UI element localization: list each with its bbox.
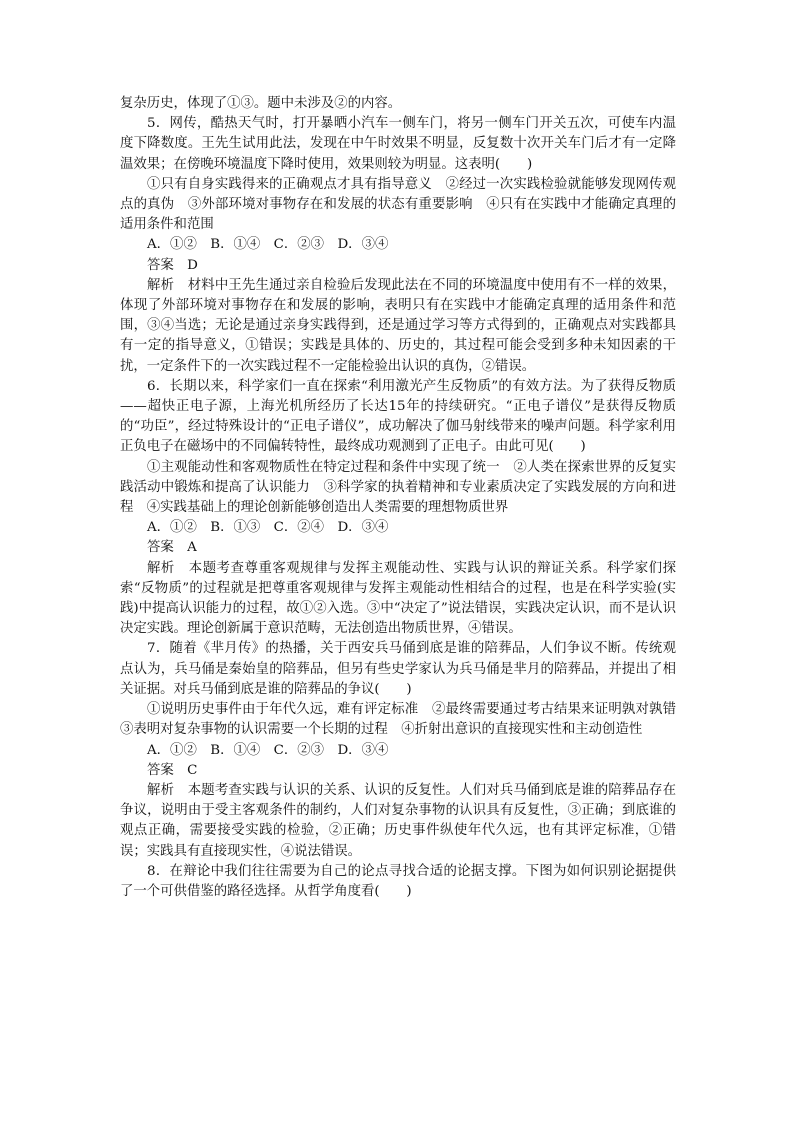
document-page: [120, 94, 690, 902]
question-7-options: A．①② B．①④ C．②③ D．③④: [147, 742, 389, 758]
question-6-stem: 6．长期以来，科学家们一直在探索“利用激光产生反物质”的有效方法。为了获得反物质——超快正电子源，上海光机所经历了长达15年的持续研究。“正电子谱仪”是获得反物质的“功臣”，经过特殊设计的“正电子谱仪”，成功解决了伽马射线带来的噪声问题。科学家利用正负电子在磁场中的不同偏转特性，最终成功观测到了正电子。由此可见( ): [120, 378, 676, 455]
question-6-options: A．①② B．①③ C．②④ D．③④: [147, 520, 389, 536]
question-7-answer: 答案 C: [147, 762, 198, 778]
question-6-explanation: 解析 本题考查尊重客观规律与发挥主观能动性、实践与认识的辩证关系。科学家们探索“反物质”的过程就是把尊重客观规律与发挥主观能动性相结合的过程，也是在科学实验(实践)中提高认识能力的过程，故①②入选。③中“决定了”说法错误，实践决定认识，而不是认识决定实践。理论创新属于意识范畴，无法创造出物质世界，④错误。: [120, 560, 676, 637]
question-8-stem: 8．在辩论中我们往往需要为自己的论点寻找合适的论据支撑。下图为如何识别论据提供了一个可供借鉴的路径选择。从哲学角度看( ): [120, 863, 676, 899]
paragraph-continuation: 复杂历史，体现了①③。题中未涉及②的内容。: [120, 96, 402, 111]
question-5-stem: 5．网传，酷热天气时，打开暴晒小汽车一侧车门，将另一侧车门开关五次，可使车内温度下降数度。王先生试用此法，发现在中午时效果不明显，反复数十次开关车门后才有一定降温效果；在傍晚环境温度下降时使用，效果则较为明显。这表明( ): [120, 116, 676, 172]
question-7-stem: 7．随着《芈月传》的热播，关于西安兵马俑到底是谁的陪葬品，人们争议不断。传统观点认为，兵马俑是秦始皇的陪葬品，但另有些史学家认为兵马俑是芈月的陪葬品，并提出了相关证据。对兵马俑到底是谁的陪葬品的争议( ): [120, 641, 676, 697]
question-5-items: ①只有自身实践得来的正确观点才具有指导意义 ②经过一次实践检验就能够发现网传观点的真伪 ③外部环境对事物存在和发展的状态有重要影响 ④只有在实践中才能确定真理的适用条件和范围: [120, 176, 676, 233]
question-5-explanation: 解析 材料中王先生通过亲自检验后发现此法在不同的环境温度中使用有不一样的效果，体现了外部环境对事物存在和发展的影响，表明只有在实践中才能确定真理的适用条件和范围，③④当选；无论是通过亲身实践得到，还是通过学习等方式得到的，正确观点对实践都具有一定的指导意义，①错误；实践是具体的、历史的，其过程可能会受到多种未知因素的干扰，一定条件下的一次实践过程不一定能检验出认识的真伪，②错误。: [120, 277, 676, 374]
question-5-options: A．①② B．①④ C．②③ D．③④: [147, 237, 389, 253]
question-7-items: ①说明历史事件由于年代久远，难有评定标准 ②最终需要通过考古结果来证明孰对孰错 ③表明对复杂事物的认识需要一个长期的过程 ④折射出意识的直接现实性和主动创造性: [120, 702, 690, 738]
question-5-answer: 答案 D: [147, 257, 198, 273]
question-6-answer: 答案 A: [147, 540, 197, 556]
question-6-items: ①主观能动性和客观物质性在特定过程和条件中实现了统一 ②人类在探索世界的反复实践活动中锻炼和提高了认识能力 ③科学家的执着精神和专业素质决定了实践发展的方向和进程 ④实践基础上的理论创新能够创造出人类需要的理想物质世界: [120, 459, 676, 516]
question-7-explanation: 解析 本题考查实践与认识的关系、认识的反复性。人们对兵马俑到底是谁的陪葬品存在争议，说明由于受主客观条件的制约，人们对复杂事物的认识具有反复性，③正确；到底谁的观点正确，需要接受实践的检验，②正确；历史事件纵使年代久远，也有其评定标准，①错误；实践具有直接现实性，④说法错误。: [120, 782, 676, 859]
